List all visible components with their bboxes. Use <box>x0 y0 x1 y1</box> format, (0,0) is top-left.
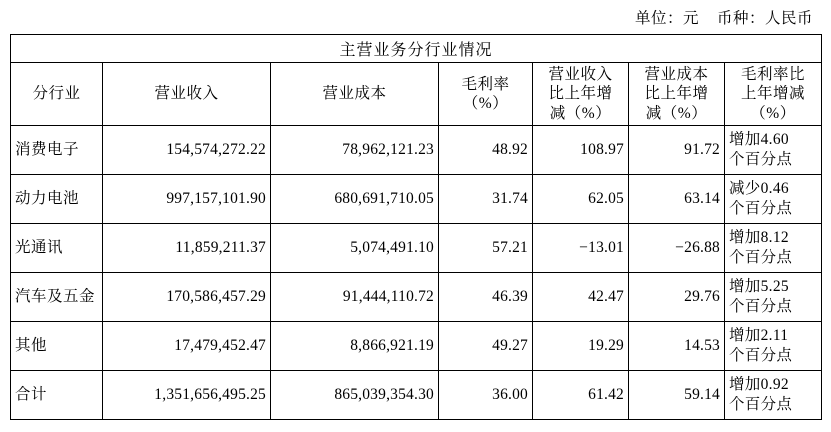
table-row <box>11 322 822 371</box>
row-gm-change <box>725 175 822 224</box>
row-gm-change-l1: 增加0.92 <box>729 375 789 393</box>
row-cost: 680,691,710.05 <box>271 175 439 224</box>
row-gm-change-l2: 个百分点 <box>729 200 793 218</box>
currency-kind-label: 币种：人民币 <box>716 10 813 27</box>
table-title-row <box>11 35 822 63</box>
header-gross-margin-l1: 毛利率 <box>461 75 510 93</box>
header-category-l1: 分行业 <box>32 85 81 103</box>
row-gm-change <box>725 322 822 371</box>
header-revenue-l1: 营业收入 <box>154 85 219 103</box>
row-cost: 865,039,354.30 <box>271 371 439 420</box>
row-cost: 91,444,110.72 <box>271 273 439 322</box>
table-row <box>11 273 822 322</box>
row-revenue: 154,574,272.22 <box>103 126 271 175</box>
row-category: 动力电池 <box>11 175 103 224</box>
row-cost: 78,962,121.23 <box>271 126 439 175</box>
table-row <box>11 224 822 273</box>
table-title: 主营业务分行业情况 <box>11 35 822 63</box>
row-gross-margin: 48.92 <box>439 126 533 175</box>
main-business-by-industry-table <box>10 34 822 420</box>
row-revenue: 170,586,457.29 <box>103 273 271 322</box>
row-revenue: 17,479,452.47 <box>103 322 271 371</box>
row-cost: 8,866,921.19 <box>271 322 439 371</box>
row-gm-change-l1: 增加2.11 <box>729 326 789 344</box>
row-gross-margin: 49.27 <box>439 322 533 371</box>
row-revenue: 997,157,101.90 <box>103 175 271 224</box>
header-revenue-change-l3: 减（%） <box>549 104 612 122</box>
row-gm-change-l2: 个百分点 <box>729 347 793 365</box>
row-revenue: 1,351,656,495.25 <box>103 371 271 420</box>
row-cost-change: 91.72 <box>629 126 725 175</box>
header-cost-change-l2: 比上年增 <box>644 85 709 103</box>
header-revenue-change <box>533 63 629 126</box>
row-gm-change <box>725 224 822 273</box>
header-gm-change-l3: （%） <box>750 104 796 122</box>
unit-note <box>10 0 821 34</box>
row-cost-change: 63.14 <box>629 175 725 224</box>
row-cost-change: −26.88 <box>629 224 725 273</box>
header-cost-change-l3: 减（%） <box>645 104 708 122</box>
header-gm-change-l1: 毛利率比 <box>741 66 806 83</box>
table-header-row <box>11 63 822 126</box>
table-row-total <box>11 371 822 420</box>
table-row <box>11 126 822 175</box>
row-gm-change-l2: 个百分点 <box>729 396 793 414</box>
row-category: 光通讯 <box>11 224 103 273</box>
row-revenue: 11,859,211.37 <box>103 224 271 273</box>
row-revenue-change: 62.05 <box>533 175 629 224</box>
row-cost-change: 59.14 <box>629 371 725 420</box>
row-category: 合计 <box>11 371 103 420</box>
header-cost-l1: 营业成本 <box>322 85 387 103</box>
row-cost: 5,074,491.10 <box>271 224 439 273</box>
row-revenue-change: 42.47 <box>533 273 629 322</box>
header-gm-change-l2: 上年增减 <box>741 85 806 103</box>
row-gm-change-l2: 个百分点 <box>729 298 793 316</box>
header-revenue-change-l1: 营业收入 <box>548 66 613 83</box>
row-cost-change: 14.53 <box>629 322 725 371</box>
header-gross-margin <box>439 63 533 126</box>
row-gross-margin: 57.21 <box>439 224 533 273</box>
row-gm-change-l1: 增加8.12 <box>729 228 789 246</box>
header-gross-margin-l2: （%） <box>462 95 509 113</box>
row-revenue-change: 19.29 <box>533 322 629 371</box>
header-revenue <box>103 63 271 126</box>
row-gm-change-l1: 减少0.46 <box>729 179 789 197</box>
header-gm-change <box>725 63 822 126</box>
row-gm-change-l2: 个百分点 <box>729 249 793 267</box>
currency-unit-label: 单位：元 <box>634 10 699 27</box>
row-gm-change-l1: 增加4.60 <box>729 130 789 148</box>
row-gm-change <box>725 273 822 322</box>
table-row <box>11 175 822 224</box>
row-gross-margin: 31.74 <box>439 175 533 224</box>
row-gm-change <box>725 371 822 420</box>
row-revenue-change: 108.97 <box>533 126 629 175</box>
row-revenue-change: −13.01 <box>533 224 629 273</box>
row-gm-change-l2: 个百分点 <box>729 151 793 169</box>
row-gross-margin: 46.39 <box>439 273 533 322</box>
header-cost <box>271 63 439 126</box>
header-revenue-change-l2: 比上年增 <box>548 85 613 103</box>
row-gm-change-l1: 增加5.25 <box>729 277 789 295</box>
header-cost-change-l1: 营业成本 <box>644 66 709 83</box>
row-revenue-change: 61.42 <box>533 371 629 420</box>
header-cost-change <box>629 63 725 126</box>
row-gross-margin: 36.00 <box>439 371 533 420</box>
header-category <box>11 63 103 126</box>
row-category: 其他 <box>11 322 103 371</box>
row-gm-change <box>725 126 822 175</box>
row-category: 汽车及五金 <box>11 273 103 322</box>
row-cost-change: 29.76 <box>629 273 725 322</box>
row-category: 消费电子 <box>11 126 103 175</box>
